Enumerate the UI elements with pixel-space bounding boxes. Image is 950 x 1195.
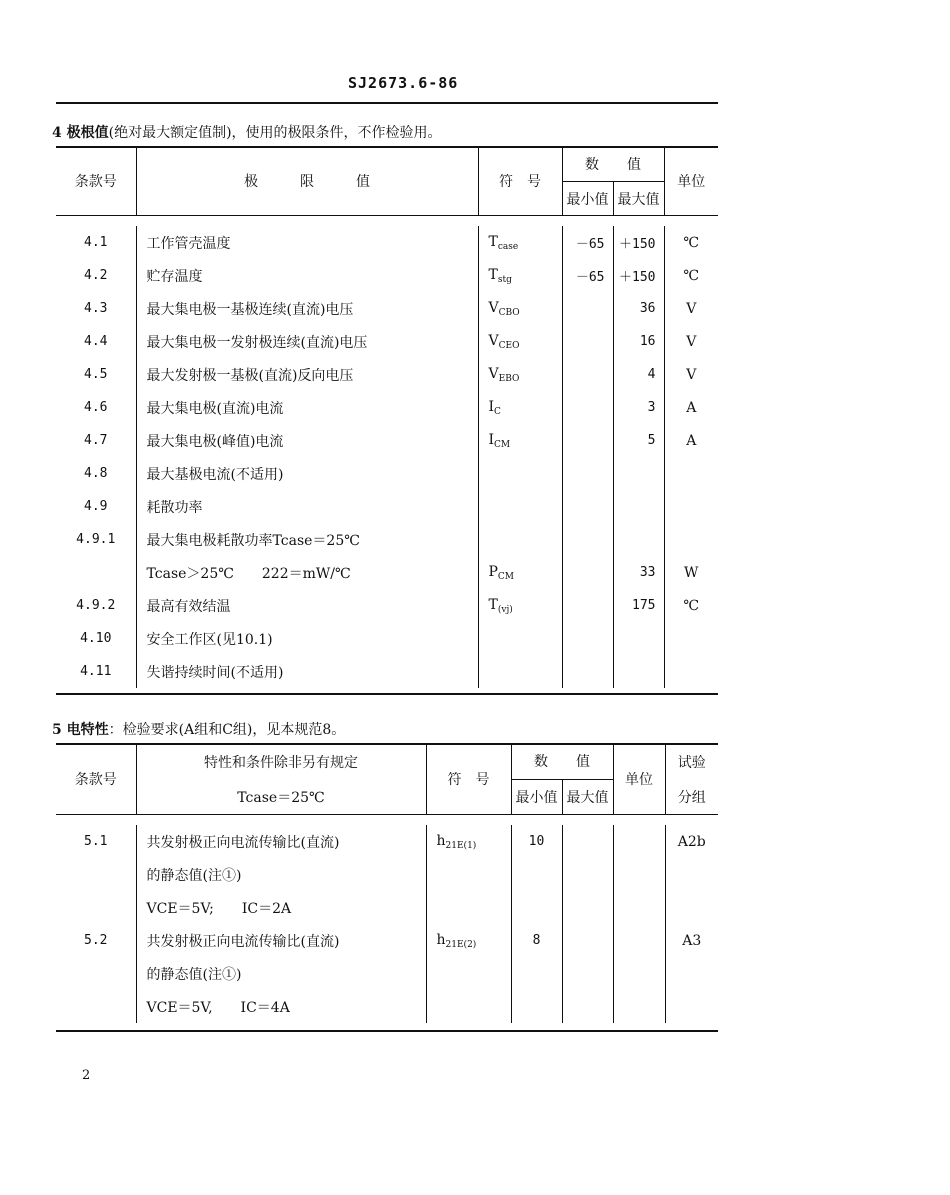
header2-value: 数 值 — [511, 744, 613, 779]
header2-group1: 试验 — [665, 744, 718, 779]
parameter-description: 耗散功率 — [136, 490, 478, 523]
parameter-symbol — [478, 457, 562, 490]
max-value — [562, 858, 613, 891]
symbol-subscript: case — [497, 241, 519, 252]
unit: V — [664, 292, 718, 325]
characteristic-description: 的静态值(注①) — [136, 858, 426, 891]
max-value — [562, 957, 613, 990]
max-value: 33 — [613, 556, 664, 589]
min-value — [562, 292, 613, 325]
clause-number — [56, 858, 136, 891]
max-value: ＋150 — [613, 259, 664, 292]
unit — [664, 523, 718, 556]
table2-bottom-rule — [56, 1030, 718, 1032]
parameter-description: Tcase＞25℃ 222＝mW/℃ — [136, 556, 478, 589]
limit-values-table — [56, 147, 718, 688]
clause-number: 4.5 — [84, 367, 108, 382]
clause-number: 4.9 — [84, 499, 108, 514]
max-value — [562, 825, 613, 858]
min-value: －65 — [562, 226, 613, 259]
parameter-description: 最大集电极一基极连续(直流)电压 — [136, 292, 478, 325]
clause-number: 4.1 — [84, 235, 108, 250]
unit — [664, 457, 718, 490]
table-row — [56, 391, 718, 424]
parameter-symbol — [478, 556, 562, 589]
header-limit: 极 限 值 — [136, 147, 478, 216]
max-value — [613, 523, 664, 556]
unit — [664, 490, 718, 523]
header2-cond2: Tcase＝25℃ — [136, 779, 426, 815]
unit — [613, 891, 665, 924]
header2-unit: 单位 — [613, 744, 665, 815]
unit — [613, 990, 665, 1023]
clause-number — [56, 891, 136, 924]
unit — [613, 924, 665, 957]
max-value: 3 — [613, 391, 664, 424]
symbol-letter: I — [488, 431, 495, 448]
table-row — [56, 490, 718, 523]
min-value — [562, 655, 613, 688]
header2-symbol: 符 号 — [426, 744, 511, 815]
section4-number: 4 — [52, 125, 62, 141]
min-value: 8 — [511, 924, 562, 957]
parameter-symbol — [478, 589, 562, 622]
parameter-symbol — [478, 259, 562, 292]
characteristic-symbol — [426, 957, 511, 990]
parameter-symbol — [478, 424, 562, 457]
unit — [613, 957, 665, 990]
characteristic-symbol — [426, 990, 511, 1023]
unit — [613, 858, 665, 891]
symbol-letter: T — [488, 233, 498, 250]
table-row — [56, 858, 718, 891]
test-group — [665, 990, 718, 1023]
characteristic-description: VCE＝5V; IC＝2A — [136, 891, 426, 924]
parameter-symbol — [478, 655, 562, 688]
min-value — [562, 358, 613, 391]
section5-heading — [52, 719, 345, 739]
characteristic-description: VCE＝5V, IC＝4A — [136, 990, 426, 1023]
parameter-description: 最大集电极(直流)电流 — [136, 391, 478, 424]
unit: V — [664, 325, 718, 358]
characteristic-description: 共发射极正向电流传输比(直流) — [136, 924, 426, 957]
symbol-subscript: stg — [497, 274, 512, 285]
parameter-symbol — [478, 622, 562, 655]
characteristic-symbol — [426, 858, 511, 891]
max-value: 175 — [613, 589, 664, 622]
table-row — [56, 957, 718, 990]
min-value: 10 — [511, 825, 562, 858]
symbol-letter: I — [488, 398, 495, 415]
clause-number: 4.3 — [84, 301, 108, 316]
table-row — [56, 990, 718, 1023]
header2-group2: 分组 — [665, 779, 718, 815]
header2-max: 最大值 — [562, 779, 613, 815]
parameter-description: 安全工作区(见10.1) — [136, 622, 478, 655]
max-value — [613, 622, 664, 655]
table-row — [56, 424, 718, 457]
max-value — [562, 924, 613, 957]
header-value: 数 值 — [562, 147, 664, 182]
header2-cond1: 特性和条件除非另有规定 — [136, 744, 426, 779]
section4-rest: (绝对最大额定值制)，使用的极限条件，不作检验用。 — [108, 125, 442, 141]
header2-min: 最小值 — [511, 779, 562, 815]
clause-number: 5.2 — [84, 933, 108, 948]
characteristic-description: 的静态值(注①) — [136, 957, 426, 990]
table-row — [56, 924, 718, 957]
symbol-subscript: 21E(2) — [445, 939, 477, 950]
parameter-description: 最大基极电流(不适用) — [136, 457, 478, 490]
table-row — [56, 226, 718, 259]
parameter-symbol — [478, 490, 562, 523]
clause-number: 5.1 — [84, 834, 108, 849]
parameter-description: 最大集电极一发射极连续(直流)电压 — [136, 325, 478, 358]
table-row — [56, 358, 718, 391]
table-row — [56, 556, 718, 589]
header-max: 最大值 — [613, 182, 664, 216]
symbol-letter: T — [488, 266, 498, 283]
parameter-description: 最大集电极耗散功率Tcase＝25℃ — [136, 523, 478, 556]
parameter-symbol — [478, 523, 562, 556]
unit: A — [664, 391, 718, 424]
symbol-letter: V — [488, 299, 499, 316]
symbol-subscript: 21E(1) — [445, 840, 477, 851]
characteristic-symbol — [426, 891, 511, 924]
symbol-subscript: CM — [494, 439, 511, 450]
max-value: 4 — [613, 358, 664, 391]
clause-number: 4.11 — [80, 664, 112, 679]
min-value — [562, 490, 613, 523]
min-value — [562, 325, 613, 358]
min-value — [562, 391, 613, 424]
test-group — [665, 858, 718, 891]
symbol-letter: h — [436, 931, 446, 948]
symbol-subscript: CEO — [498, 340, 520, 351]
header-symbol: 符 号 — [478, 147, 562, 216]
max-value: 16 — [613, 325, 664, 358]
characteristic-symbol — [426, 924, 511, 957]
section5-rest: ：检验要求(A组和C组)，见本规范8。 — [108, 722, 346, 738]
parameter-symbol — [478, 226, 562, 259]
parameter-description: 失谐持续时间(不适用) — [136, 655, 478, 688]
symbol-letter: T — [488, 596, 498, 613]
unit: A — [664, 424, 718, 457]
test-group: A2b — [665, 825, 718, 858]
max-value — [613, 457, 664, 490]
table-row — [56, 457, 718, 490]
parameter-symbol — [478, 325, 562, 358]
max-value — [613, 490, 664, 523]
symbol-subscript: CM — [497, 571, 515, 582]
min-value — [562, 523, 613, 556]
max-value: 5 — [613, 424, 664, 457]
min-value — [562, 457, 613, 490]
unit — [664, 655, 718, 688]
section4-heading — [52, 122, 442, 142]
max-value — [613, 655, 664, 688]
symbol-letter: V — [488, 365, 499, 382]
header-unit: 单位 — [664, 147, 718, 216]
symbol-subscript: C — [494, 406, 501, 417]
table1-bottom-rule — [56, 693, 718, 695]
clause-number — [56, 556, 136, 589]
unit: V — [664, 358, 718, 391]
parameter-description: 贮存温度 — [136, 259, 478, 292]
unit: ℃ — [664, 226, 718, 259]
clause-number: 4.8 — [84, 466, 108, 481]
table-row — [56, 292, 718, 325]
unit: ℃ — [664, 589, 718, 622]
test-group — [665, 957, 718, 990]
unit: ℃ — [664, 259, 718, 292]
parameter-description: 工作管壳温度 — [136, 226, 478, 259]
min-value — [562, 622, 613, 655]
characteristic-description: 共发射极正向电流传输比(直流) — [136, 825, 426, 858]
section5-title: 电特性 — [66, 722, 109, 738]
header2-clause: 条款号 — [56, 744, 136, 815]
table-row — [56, 891, 718, 924]
symbol-letter: h — [436, 832, 446, 849]
parameter-symbol — [478, 391, 562, 424]
symbol-letter: P — [488, 563, 498, 580]
table-row — [56, 325, 718, 358]
table-row — [56, 523, 718, 556]
section5-number: 5 — [52, 722, 62, 738]
table-row — [56, 259, 718, 292]
unit — [613, 825, 665, 858]
parameter-description: 最大集电极(峰值)电流 — [136, 424, 478, 457]
min-value — [511, 858, 562, 891]
max-value — [562, 891, 613, 924]
parameter-symbol — [478, 358, 562, 391]
test-group: A3 — [665, 924, 718, 957]
clause-number: 4.2 — [84, 268, 108, 283]
page-number: 2 — [82, 1068, 91, 1083]
clause-number: 4.9.1 — [76, 532, 116, 547]
table-row — [56, 589, 718, 622]
max-value: ＋150 — [613, 226, 664, 259]
parameter-symbol — [478, 292, 562, 325]
clause-number: 4.10 — [80, 631, 112, 646]
header-clause: 条款号 — [56, 147, 136, 216]
unit — [664, 622, 718, 655]
characteristic-symbol — [426, 825, 511, 858]
min-value — [511, 891, 562, 924]
table-row — [56, 825, 718, 858]
header-rule — [56, 102, 718, 104]
min-value — [511, 957, 562, 990]
min-value — [562, 556, 613, 589]
clause-number — [56, 957, 136, 990]
min-value — [511, 990, 562, 1023]
electrical-characteristics-table — [56, 744, 718, 1023]
table-row — [56, 655, 718, 688]
clause-number: 4.9.2 — [76, 598, 116, 613]
max-value: 36 — [613, 292, 664, 325]
document-code: SJ2673.6-86 — [348, 74, 459, 92]
symbol-subscript: CBO — [498, 307, 520, 318]
clause-number — [56, 990, 136, 1023]
symbol-subscript: EBO — [498, 373, 520, 384]
table-row — [56, 622, 718, 655]
clause-number: 4.7 — [84, 433, 108, 448]
parameter-description: 最大发射极一基极(直流)反向电压 — [136, 358, 478, 391]
section4-title: 极根值 — [66, 125, 109, 141]
min-value — [562, 424, 613, 457]
symbol-letter: V — [488, 332, 499, 349]
max-value — [562, 990, 613, 1023]
min-value: －65 — [562, 259, 613, 292]
symbol-subscript: (vj) — [497, 604, 513, 615]
clause-number: 4.4 — [84, 334, 108, 349]
header-min: 最小值 — [562, 182, 613, 216]
parameter-description: 最高有效结温 — [136, 589, 478, 622]
clause-number: 4.6 — [84, 400, 108, 415]
test-group — [665, 891, 718, 924]
min-value — [562, 589, 613, 622]
unit: W — [664, 556, 718, 589]
